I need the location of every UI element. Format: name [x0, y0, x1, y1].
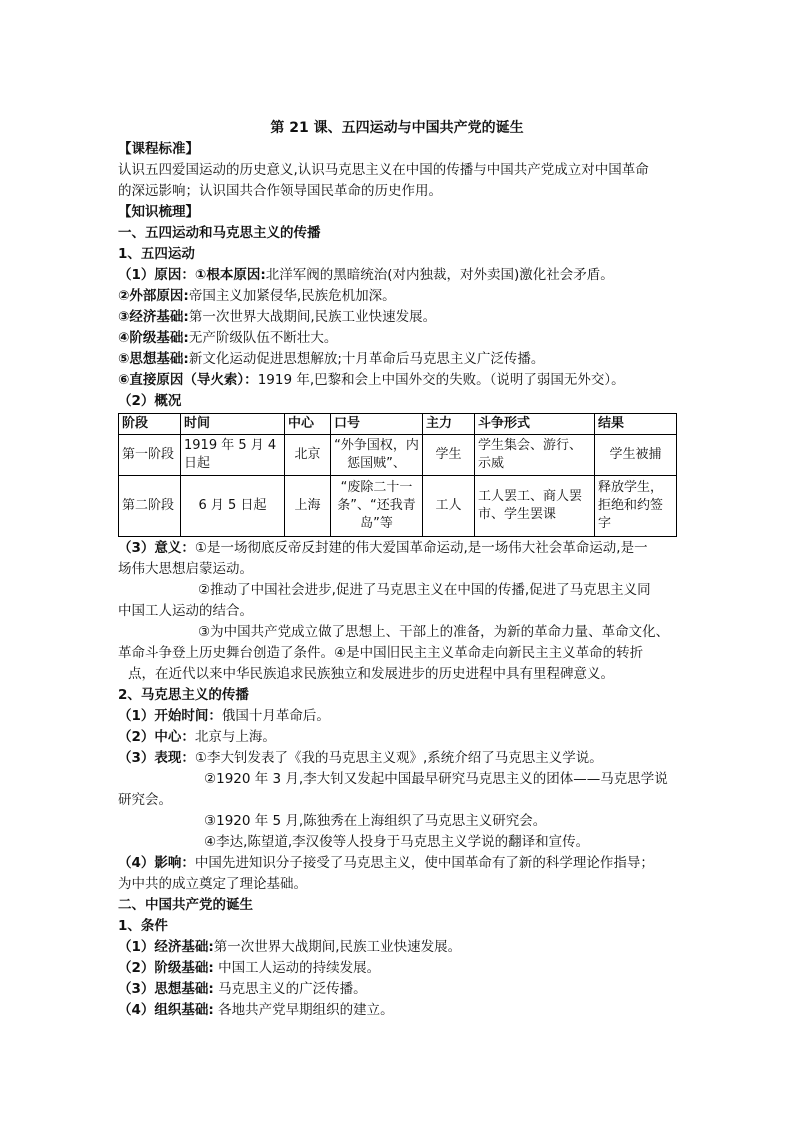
cell-time: 1919 年 5 月 4 日起: [181, 435, 285, 476]
standards-text-line-2: 的深远影响；认识国共合作领导国民革命的历史作用。: [118, 183, 442, 199]
condition-class-text: 中国工人运动的持续发展。: [213, 960, 381, 976]
table-row: [119, 476, 677, 537]
cause-ideological-text: 新文化运动促进思想解放;十月革命后马克思主义广泛传播。: [188, 351, 545, 367]
significance-p2a: ②推动了中国社会进步,促进了马克思主义在中国的传播,促进了马克思主义同: [198, 582, 651, 598]
significance-p1a: ①是一场彻底反帝反封建的伟大爱国革命运动,是一场伟大社会革命运动,是一: [194, 540, 648, 556]
header-slogan: 口号: [331, 414, 423, 435]
header-result: 结果: [595, 414, 677, 435]
cause-direct: [118, 370, 676, 391]
cell-stage: 第一阶段: [119, 435, 181, 476]
marxism-perf-2b: 研究会。: [118, 792, 172, 808]
condition-economic-label: （1）经济基础:: [118, 939, 214, 955]
cause-economic-label: ③经济基础:: [118, 309, 189, 325]
cell-time: 6 月 5 日起: [181, 476, 285, 537]
significance-line-1: [118, 538, 676, 559]
condition-ideological-text: 马克思主义的广泛传播。: [213, 981, 367, 997]
marxism-impact-2: 为中共的成立奠定了理论基础。: [118, 876, 307, 892]
page-title: 第 21 课、五四运动与中国共产党的诞生: [270, 120, 524, 136]
subsection-may-fourth-heading: 1、五四运动: [118, 246, 195, 262]
overview-label: （2）概况: [118, 393, 182, 409]
significance-p3b: 革命斗争登上历史舞台创造了条件。④是中国旧民主主义革命走向新民主主义革命的转折: [118, 645, 644, 661]
condition-organizational-text: 各地共产党早期组织的建立。: [213, 1002, 394, 1018]
marxism-impact: [118, 853, 676, 874]
standards-heading: 【课程标准】: [118, 141, 199, 157]
cause-root: [118, 265, 676, 286]
marxism-impact-text-1: 中国先进知识分子接受了马克思主义，使中国革命有了新的科学理论作指导；: [194, 855, 654, 871]
cell-struggle-form: 学生集会、游行、示威: [475, 435, 595, 476]
marxism-start-label: （1）开始时间：: [118, 708, 222, 724]
cell-center: 北京: [285, 435, 331, 476]
marxism-start-text: 俄国十月革命后。: [221, 708, 330, 724]
significance-label: （3）意义：: [118, 540, 195, 556]
significance-p2b: 中国工人运动的结合。: [118, 603, 253, 619]
marxism-start: [118, 706, 676, 727]
cause-class-text: 无产阶级队伍不断壮大。: [188, 330, 338, 346]
significance-p1b: 场伟大思想启蒙运动。: [118, 561, 253, 577]
cause-direct-label: ⑥直接原因（导火索）：: [118, 372, 258, 388]
cell-center: 上海: [285, 476, 331, 537]
marxism-center: [118, 727, 676, 748]
header-time: 时间: [181, 414, 285, 435]
condition-class-label: （2）阶级基础:: [118, 960, 214, 976]
cause-external-label: ②外部原因:: [118, 288, 189, 304]
knowledge-heading: 【知识梳理】: [118, 204, 199, 220]
marxism-perf-2a: ②1920 年 3 月,李大钊又发起中国最早研究马克思主义的团体——马克思学说: [204, 771, 668, 787]
document-page: [118, 118, 676, 1021]
marxism-perf-3: ③1920 年 5 月,陈独秀在上海组织了马克思主义研究会。: [204, 813, 547, 829]
cause-economic: [118, 307, 676, 328]
cell-result: 学生被捕: [595, 435, 677, 476]
cell-main-force: 学生: [423, 435, 475, 476]
table-header-row: [119, 414, 677, 435]
header-struggle-form: 斗争形式: [475, 414, 595, 435]
condition-organizational: [118, 1000, 676, 1021]
cause-direct-text: 1919 年,巴黎和会上中国外交的失败。（说明了弱国无外交）。: [257, 372, 625, 388]
cause-external-text: 帝国主义加紧侵华,民族危机加深。: [188, 288, 396, 304]
standards-text-line-1: 认识五四爱国运动的历史意义,认识马克思主义在中国的传播与中国共产党成立对中国革命: [118, 162, 649, 178]
header-center: 中心: [285, 414, 331, 435]
cause-root-label: （1）原因：①根本原因:: [118, 267, 266, 283]
cell-main-force: 工人: [423, 476, 475, 537]
cause-ideological-label: ⑤思想基础:: [118, 351, 189, 367]
condition-ideological: [118, 979, 676, 1000]
cause-external: [118, 286, 676, 307]
header-stage: 阶段: [119, 414, 181, 435]
significance-p3c: 点，在近代以来中华民族追求民族独立和发展进步的历史进程中具有里程碑意义。: [128, 666, 614, 682]
cause-economic-text: 第一次世界大战期间,民族工业快速发展。: [188, 309, 437, 325]
cause-ideological: [118, 349, 676, 370]
condition-class: [118, 958, 676, 979]
marxism-perf-1: [118, 748, 676, 769]
cause-class: [118, 328, 676, 349]
conditions-heading: 1、条件: [118, 918, 168, 934]
marxism-impact-label: （4）影响：: [118, 855, 195, 871]
cause-root-text: 北洋军阀的黑暗统治(对内独裁，对外卖国)激化社会矛盾。: [265, 267, 614, 283]
marxism-perf-label: （3）表现：: [118, 750, 195, 766]
cell-result: 释放学生，拒绝和约签字: [595, 476, 677, 537]
condition-economic-text: 第一次世界大战期间,民族工业快速发展。: [213, 939, 462, 955]
marxism-center-label: （2）中心：: [118, 729, 195, 745]
marxism-center-text: 北京与上海。: [194, 729, 276, 745]
condition-economic: [118, 937, 676, 958]
may-fourth-summary-table: [118, 413, 677, 537]
section-2-heading: 二、中国共产党的诞生: [118, 897, 253, 913]
cell-struggle-form: 工人罢工、商人罢市、学生罢课: [475, 476, 595, 537]
table-row: [119, 435, 677, 476]
section-1-heading: 一、五四运动和马克思主义的传播: [118, 225, 321, 241]
cell-slogan: “废除二十一条”、“还我青岛”等: [331, 476, 423, 537]
marxism-perf-4: ④李达,陈望道,李汉俊等人投身于马克思主义学说的翻译和宣传。: [204, 834, 590, 850]
significance-p3a: ③为中国共产党成立做了思想上、干部上的准备，为新的革命力量、革命文化、: [198, 624, 670, 640]
subsection-marxism-heading: 2、马克思主义的传播: [118, 687, 249, 703]
condition-ideological-label: （3）思想基础:: [118, 981, 214, 997]
cell-stage: 第二阶段: [119, 476, 181, 537]
marxism-perf-1-text: ①李大钊发表了《我的马克思主义观》,系统介绍了马克思主义学说。: [194, 750, 603, 766]
cell-slogan: “外争国权，内惩国贼”、: [331, 435, 423, 476]
condition-organizational-label: （4）组织基础:: [118, 1002, 214, 1018]
cause-class-label: ④阶级基础:: [118, 330, 189, 346]
header-main-force: 主力: [423, 414, 475, 435]
